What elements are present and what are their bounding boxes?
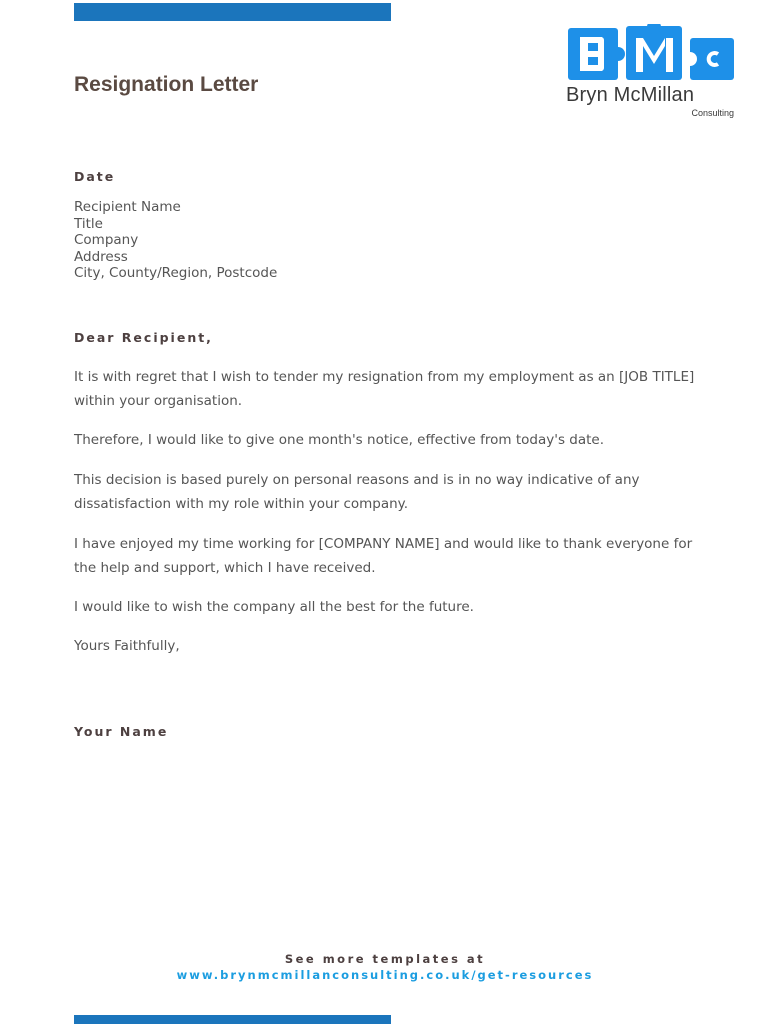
recipient-title: Title	[74, 215, 103, 232]
recipient-company: Company	[74, 232, 139, 248]
body-paragraph: It is with regret that I wish to tender my resignation from my employment as an [JOB TITLE] within your organisation.	[74, 369, 695, 409]
puzzle-logo-icon	[566, 24, 736, 84]
body-paragraph: I would like to wish the company all the best for the future.	[74, 599, 474, 615]
body-paragraph: Therefore, I would like to give one month's notice, effective from today's date.	[74, 432, 605, 448]
recipient-name: Recipient Name	[74, 199, 181, 215]
date-label: Date	[74, 169, 116, 184]
signature-name: Your Name	[74, 724, 169, 739]
footer-text: See more templates at	[284, 952, 486, 966]
company-logo	[564, 24, 736, 120]
body-paragraph: I have enjoyed my time working for [COMPANY NAME] and would like to thank everyone for the help and support, which I have received.	[74, 536, 693, 576]
recipient-address: Address	[74, 248, 128, 265]
closing: Yours Faithfully,	[74, 638, 180, 654]
body-paragraph: This decision is based purely on personal reasons and is in no way indicative of any dissatisfaction with my role within your company.	[74, 472, 640, 512]
logo-tagline: Consulting	[691, 108, 734, 118]
recipient-address-block	[74, 199, 277, 282]
salutation: Dear Recipient,	[74, 330, 213, 345]
logo-company-name: Bryn McMillan	[566, 84, 695, 106]
recipient-city-line: City, County/Region, Postcode	[74, 265, 278, 281]
top-accent-bar	[74, 3, 391, 21]
document-title: Resignation Letter	[74, 73, 259, 96]
footer-link[interactable]: www.brynmcmillanconsulting.co.uk/get-resources	[176, 968, 594, 982]
bottom-accent-bar	[74, 1015, 391, 1024]
